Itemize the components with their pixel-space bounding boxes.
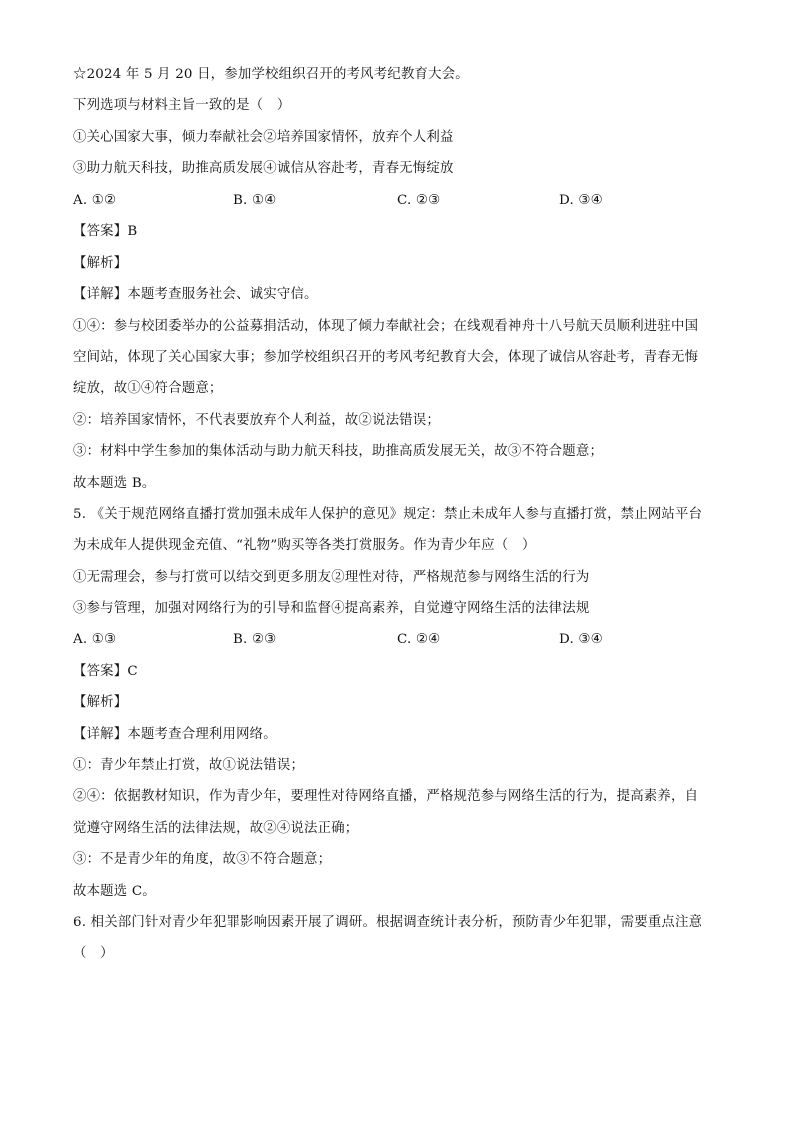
q6-stem-line-1: 6. 相关部门针对青少年犯罪影响因素开展了调研。根据调查统计表分析，预防青少年犯罪，需要重点注意 [73, 915, 703, 930]
q4-choices-line-2: ③助力航天科技，助推高质发展④诚信从容赴考，青春无悔绽放 [73, 161, 454, 176]
q4-stem: 下列选项与材料主旨一致的是（ ） [73, 98, 291, 113]
q5-conclusion: 故本题选 C。 [73, 884, 156, 899]
q5-option-a: A. ①③ [73, 632, 117, 647]
q4-explanation-1a: ①④：参与校团委举办的公益募捐活动，体现了倾力奉献社会；在线观看神舟十八号航天员顺利进驻中国 [73, 319, 699, 334]
q5-option-b: B. ②③ [233, 632, 277, 647]
q5-explanation-1: ①：青少年禁止打赏，故①说法错误； [73, 758, 305, 773]
q4-answer: 【答案】B [73, 224, 138, 239]
q6-stem-line-2: （ ） [73, 946, 114, 961]
q4-analysis-heading: 【解析】 [73, 256, 128, 271]
q4-explanation-3: ③：材料中学生参加的集体活动与助力航天科技，助推高质发展无关，故③不符合题意； [73, 444, 604, 459]
q5-choices-line-2: ③参与管理，加强对网络行为的引导和监督④提高素养，自觉遵守网络生活的法律法规 [73, 601, 590, 616]
q5-analysis-heading: 【解析】 [73, 695, 128, 710]
q5-detail-heading: 【详解】本题考查合理利用网络。 [73, 727, 277, 742]
q4-option-b: B. ①④ [233, 193, 277, 208]
q4-choices-line-1: ①关心国家大事，倾力奉献社会②培养国家情怀，放弃个人利益 [73, 130, 454, 145]
q4-explanation-1b: 空间站，体现了关心国家大事；参加学校组织召开的考风考纪教育大会，体现了诚信从容赴考，青春无悔 [73, 350, 699, 365]
q5-answer: 【答案】C [73, 664, 138, 679]
q5-stem-line-2: 为未成年人提供现金充值、“礼物”购买等各类打赏服务。作为青少年应（ ） [73, 538, 536, 553]
q4-conclusion: 故本题选 B。 [73, 476, 156, 491]
q5-explanation-3: ③：不是青少年的角度，故③不符合题意； [73, 852, 332, 867]
q4-explanation-2: ②：培养国家情怀，不代表要放弃个人利益，故②说法错误； [73, 413, 440, 428]
q4-option-d: D. ③④ [559, 193, 603, 208]
q4-option-c: C. ②③ [397, 193, 441, 208]
q5-explanation-2a: ②④：依据教材知识，作为青少年，要理性对待网络直播，严格规范参与网络生活的行为，提高素养，自 [73, 789, 699, 804]
q4-detail-heading: 【详解】本题考查服务社会、诚实守信。 [73, 287, 318, 302]
q5-option-d: D. ③④ [559, 632, 603, 647]
q5-choices-line-1: ①无需理会，参与打赏可以结交到更多朋友②理性对待，严格规范参与网络生活的行为 [73, 570, 590, 585]
q5-stem-line-1: 5. 《关于规范网络直播打赏加强未成年人保护的意见》规定：禁止未成年人参与直播打赏，禁止网站平台 [73, 507, 703, 522]
q4-option-a: A. ①② [73, 193, 117, 208]
q5-explanation-2b: 觉遵守网络生活的法律法规，故②④说法正确； [73, 821, 359, 836]
q4-material-item: ☆2024 年 5 月 20 日，参加学校组织召开的考风考纪教育大会。 [73, 67, 469, 82]
q4-explanation-1c: 绽放，故①④符合题意； [73, 381, 223, 396]
q5-option-c: C. ②④ [397, 632, 441, 647]
